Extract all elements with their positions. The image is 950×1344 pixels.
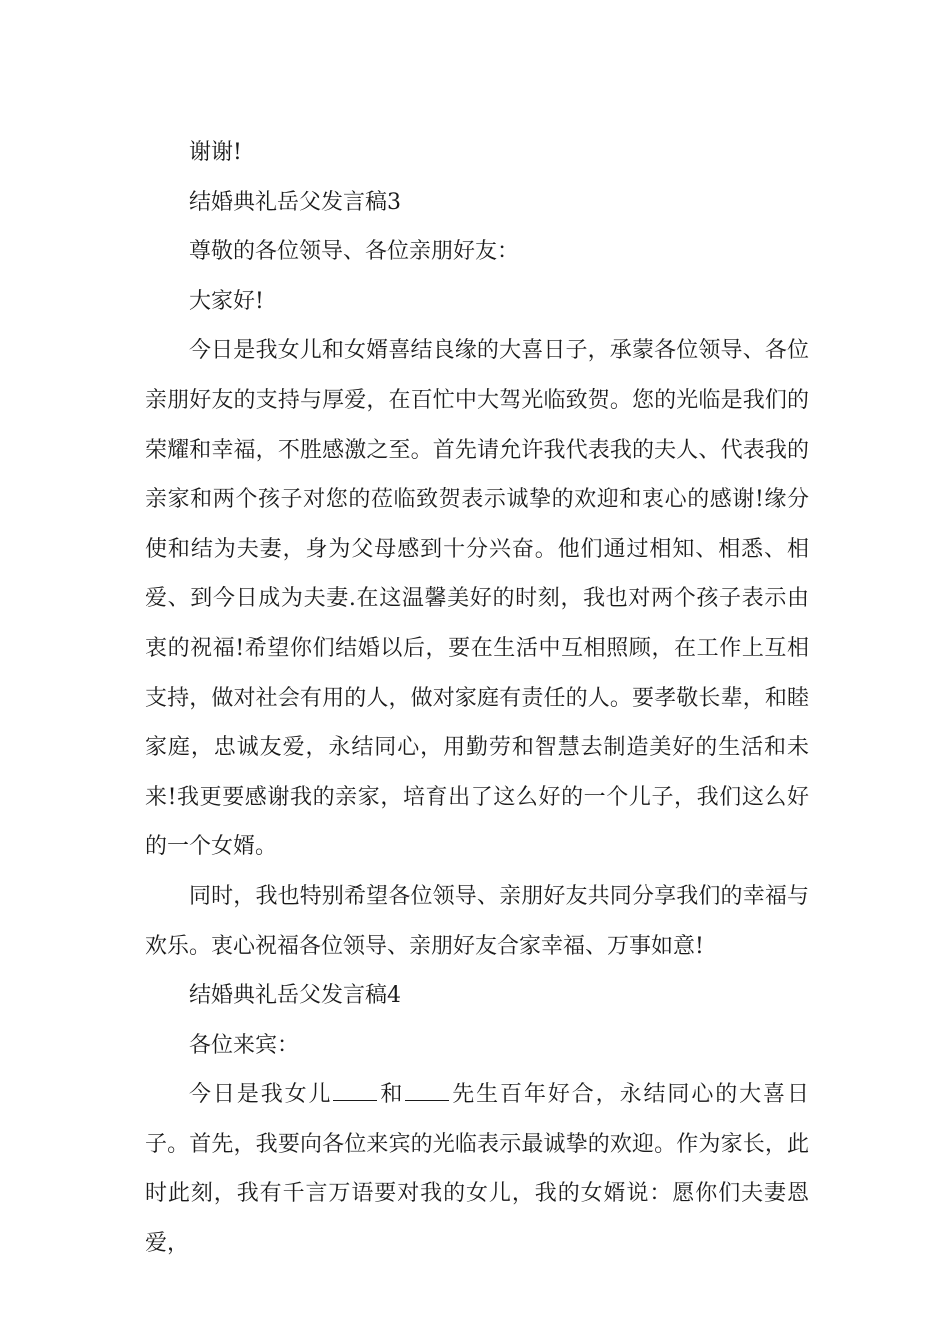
section-heading-3: 结婚典礼岳父发言稿3	[189, 189, 401, 215]
paragraph-body-3-part1: 今日是我女儿	[189, 1082, 333, 1108]
paragraph-body-2: 同时，我也特别希望各位领导、亲朋好友共同分享我们的幸福与欢乐。衷心祝福各位领导、亲朋好友合家幸福、万事如意!	[145, 883, 809, 959]
paragraph-body-1: 今日是我女儿和女婿喜结良缘的大喜日子，承蒙各位领导、各位亲朋好友的支持与厚爱，在百忙中大驾光临致贺。您的光临是我们的荣耀和幸福，不胜感激之至。首先请允许我代表我的夫人、代表我的亲家和两个孩子对您的莅临致贺表示诚挚的欢迎和衷心的感谢!缘分使和结为夫妻，身为父母感到十分兴奋。他们通过相知、相悉、相爱、到今日成为夫妻.在这温馨美好的时刻，我也对两个孩子表示由衷的祝福!希望你们结婚以后，要在生活中互相照顾，在工作上互相支持，做对社会有用的人，做对家庭有责任的人。要孝敬长辈，和睦家庭，忠诚友爱，永结同心，用勤劳和智慧去制造美好的生活和未来!我更要感谢我的亲家，培育出了这么好的一个儿子，我们这么好的一个女婿。	[145, 338, 809, 860]
document-body	[145, 128, 809, 1269]
paragraph-body-3-part2: 和	[378, 1082, 405, 1108]
paragraph-thanks: 谢谢!	[189, 140, 242, 165]
paragraph-body-3	[145, 1070, 809, 1268]
paragraph-body-3-part3: 先生百年好合，永结同心的大喜日子。首先，我要向各位来宾的光临表示最诚挚的欢迎。作为家长，此时此刻，我有千言万语要对我的女儿，我的女婿说：愿你们夫妻恩爱，	[145, 1082, 809, 1257]
fill-in-blank-groom	[405, 1080, 449, 1101]
greeting: 大家好!	[189, 288, 264, 314]
salutation-4: 各位来宾：	[189, 1032, 300, 1058]
section-heading-4: 结婚典礼岳父发言稿4	[189, 983, 401, 1009]
salutation-3: 尊敬的各位领导、各位亲朋好友：	[189, 239, 520, 265]
fill-in-blank-bride	[333, 1080, 377, 1101]
